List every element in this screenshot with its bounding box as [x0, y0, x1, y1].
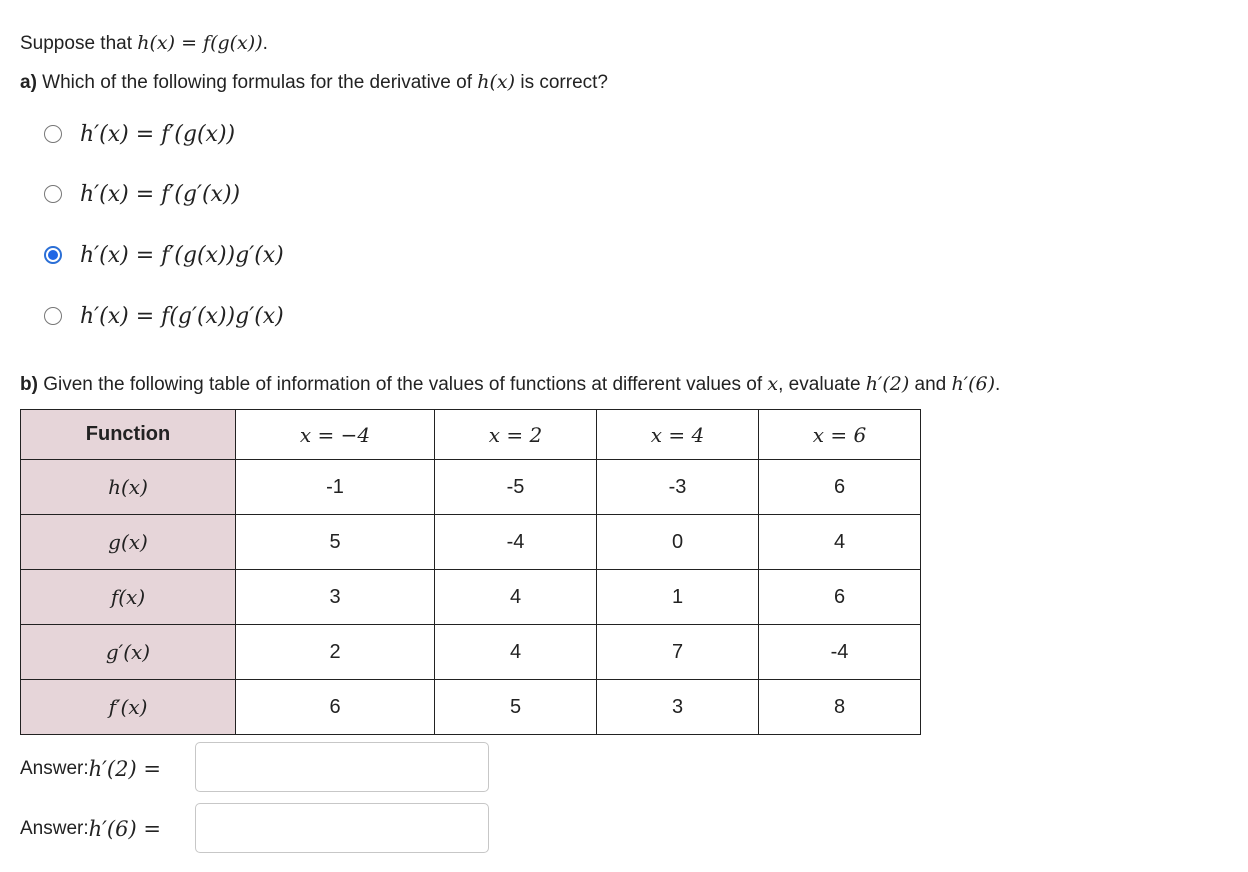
answer-1-math: h′(2) =	[88, 757, 161, 781]
answer-h2-input[interactable]	[195, 742, 489, 792]
option-2[interactable]	[44, 181, 240, 207]
table-cell: -4	[435, 515, 597, 570]
radio-option-3-selected[interactable]	[44, 246, 62, 264]
part-b-question-h2: h′(2)	[865, 373, 910, 395]
table-cell: -4	[759, 625, 921, 680]
option-2-formula: h′(x) = f′(g′(x))	[80, 181, 241, 207]
part-b-question-h6: h′(6)	[951, 373, 995, 395]
part-b-question-and: and	[909, 374, 952, 395]
table-row	[21, 515, 921, 570]
answer-2-prefix: Answer:	[20, 818, 89, 839]
part-b-question-var: x	[767, 373, 779, 395]
table-cell: 7	[597, 625, 759, 680]
row-function-name: h(x)	[21, 460, 236, 515]
option-4-formula: h′(x) = f(g′(x))g′(x)	[80, 303, 284, 329]
header-x-neg4: x = −4	[236, 410, 435, 460]
part-b-label: b)	[20, 374, 38, 395]
row-function-name: g(x)	[21, 515, 236, 570]
table-cell: 2	[236, 625, 435, 680]
header-function: Function	[21, 410, 236, 460]
header-x-2: x = 2	[435, 410, 597, 460]
option-1-formula: h′(x) = f′(g(x))	[80, 121, 236, 147]
option-3[interactable]	[44, 242, 284, 268]
header-x-4: x = 4	[597, 410, 759, 460]
intro-prefix: Suppose that	[20, 33, 138, 54]
values-table	[20, 409, 921, 735]
table-row	[21, 570, 921, 625]
table-cell: 6	[236, 680, 435, 735]
answer-1-prefix: Answer:	[20, 758, 89, 779]
table-cell: -1	[236, 460, 435, 515]
table-row	[21, 680, 921, 735]
header-x-6: x = 6	[759, 410, 921, 460]
part-b-question	[20, 373, 1000, 396]
part-a-label: a)	[20, 72, 37, 93]
table-cell: 3	[236, 570, 435, 625]
row-function-name: f(x)	[21, 570, 236, 625]
intro-suffix: .	[262, 33, 268, 54]
part-b-question-end: .	[995, 374, 1001, 395]
option-1[interactable]	[44, 121, 235, 147]
row-function-name: g′(x)	[21, 625, 236, 680]
table-cell: 0	[597, 515, 759, 570]
intro-text	[20, 32, 268, 55]
row-function-name: f′(x)	[21, 680, 236, 735]
answer-h6-input[interactable]	[195, 803, 489, 853]
table-cell: -3	[597, 460, 759, 515]
table-cell: 4	[435, 570, 597, 625]
table-cell: 4	[759, 515, 921, 570]
radio-option-4[interactable]	[44, 307, 62, 325]
part-b-question-start: Given the following table of information of the values of functions at different values of	[37, 374, 768, 395]
table-cell: 6	[759, 570, 921, 625]
part-a-question-end: is correct?	[515, 72, 608, 93]
table-cell: 6	[759, 460, 921, 515]
radio-option-2[interactable]	[44, 185, 62, 203]
table-header-row	[21, 410, 921, 460]
option-4[interactable]	[44, 303, 284, 329]
answer-1-label	[20, 757, 161, 781]
table-cell: 1	[597, 570, 759, 625]
part-a-question-start: Which of the following formulas for the derivative of	[36, 72, 478, 93]
part-a-question	[20, 71, 608, 94]
answer-2-label	[20, 817, 161, 841]
table-cell: 8	[759, 680, 921, 735]
table-cell: 4	[435, 625, 597, 680]
table-row	[21, 625, 921, 680]
part-b-question-mid: , evaluate	[778, 374, 866, 395]
table-cell: 5	[435, 680, 597, 735]
table-cell: 5	[236, 515, 435, 570]
table-row	[21, 460, 921, 515]
radio-option-1[interactable]	[44, 125, 62, 143]
table-cell: -5	[435, 460, 597, 515]
option-3-formula: h′(x) = f′(g(x))g′(x)	[80, 242, 284, 268]
answer-2-math: h′(6) =	[88, 817, 161, 841]
part-a-question-math: h(x)	[477, 71, 516, 93]
table-cell: 3	[597, 680, 759, 735]
intro-formula: h(x) = f(g(x))	[137, 32, 263, 54]
